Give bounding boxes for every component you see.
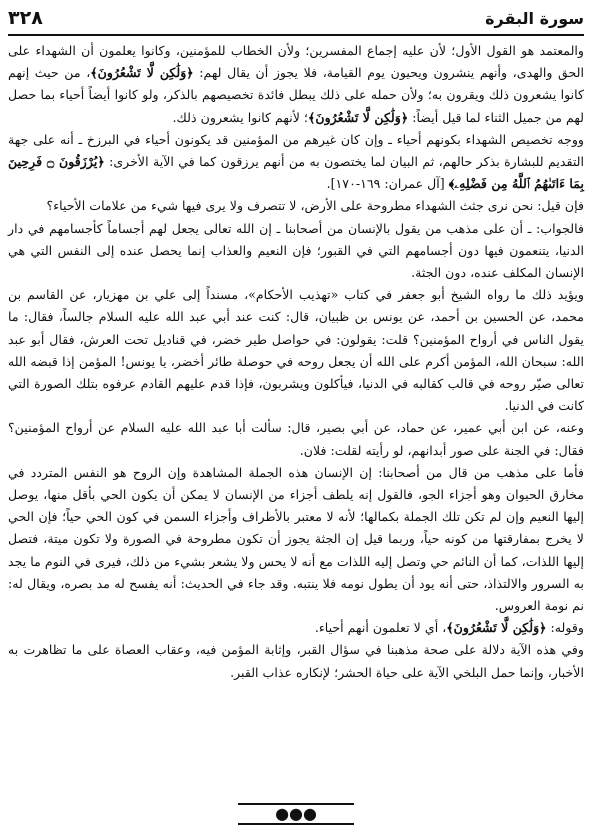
page-number: ٣٢٨ [8,7,43,29]
text-segment: وقوله: [546,620,584,636]
quran-quote: ﴿يُرْزَقُونَ ۝ فَرِحِينَ بِمَا ءَاتَىٰهُمُ ٱللَّهُ مِن فَضْلِهِۦ﴾ [8,154,584,192]
surah-title: سورة البقرة [485,8,584,28]
paragraph [8,40,584,129]
quran-quote: ﴿وَلَٰكِن لَّا تَشْعُرُونَ﴾ [90,65,194,81]
paragraph [8,639,584,683]
paragraph [8,195,584,217]
quran-quote: ﴿وَلَٰكِن لَّا تَشْعُرُونَ﴾ [307,109,409,125]
paragraph [8,417,584,461]
header-rule [8,34,584,36]
text-segment: فإن قيل: نحن نرى جثث الشهداء مطروحة على الأرض، لا تتصرف ولا يرى فيها شيء من علامات الأحياء؟ [46,198,584,214]
text-segment: وعنه، عن ابن أبي عمير، عن حماد، عن أبي بصير، قال: سألت أبا عبد الله عليه السلام عن أرواح المؤمنين؟ فقال: في الجنة على صور أبدانهم، لو رأيته لقلت: فلان. [8,420,584,458]
text-segment: [آل عمران: ١٦٩-١٧٠]. [326,176,449,192]
text-segment: والمعتمد هو القول الأول؛ لأن عليه إجماع المفسرين؛ ولأن الخطاب للمؤمنين، وكانوا يعلمون أن الشهداء على الحق والهدى، وأنهم ينشرون ويحيون يوم القيامة، فلا يجوز أن يقال لهم: [8,43,584,81]
paragraph [8,462,584,617]
text-segment: ووجه تخصيص الشهداء بكونهم أحياء ـ وإن كان غيرهم من المؤمنين قد يكونون أحياء في البرزخ ـ أنه على جهة التقديم للبشارة بذكر حالهم، ثم البيان لما يختصون به من أنهم يرزقون كما في الآية الأخرى: [8,131,584,170]
text-segment: فالجواب: ـ أن على مذهب من يقول بالإنسان من أصحابنا ـ إن الله تعالى يجعل لهم أجساماً كأجسامهم في دار الدنيا، يتنعمون فيها دون أجسامهم التي في القبور؛ فإن النعيم والعذاب إنما يحصل عنده إلى النفس التي هي الإنسان المكلف عنده، دون الجثة. [8,220,584,281]
ornament-bar [238,803,354,825]
end-ornament: ●●● [275,804,317,823]
paragraph [8,284,584,417]
quran-quote: ﴿وَلَٰكِن لَّا تَشْعُرُونَ﴾ [446,620,547,636]
paragraph [8,617,584,639]
page-body [8,40,584,684]
text-segment: ، أي لا تعلمون أنهم أحياء. [314,620,447,636]
page-footer [0,804,592,824]
text-segment: فأما على مذهب من قال من أصحابنا: إن الإنسان هذه الجملة المشاهدة وإن الروح هو النفس المتردد في مخارق الحيوان وهو أجزاء الجو، فالقول إنه يلطف أجزاء من الإنسان لا يمكن أن يكون الحي بأقل منها، يوصل إليها النعيم وإن لم تكن تلك الجملة بكمالها؛ لأنه لا معتبر بالأطراف وأجزاء السمن في كون الحي حياً؛ فإن الحي لا يخرج بمفارقتها من كونه حياً، وربما قيل إن الجثة يجوز أن تكون مطروحة في الصورة ولا تكون ميتة، فتصل إليها اللذات، كما أن النائم حي وتصل إليه اللذات مع أنه لا يحس ولا يشعر بشيء من ذلك، فيرى في النوم ما يجد به السرور والالتذاذ، حتى أنه يود أن يطول نومه فلا ينتبه. وقد جاء في الحديث: أنه يفسح له مد بصره، ويقال له: نم نومة العروس. [8,464,584,614]
text-segment: ؛ لأنهم كانوا يشعرون ذلك. [172,109,308,125]
page-header [8,4,584,32]
paragraph [8,218,584,285]
paragraph [8,129,584,196]
text-segment: ، من حيث إنهم كانوا يشعرون ذلك ويقرون به؛ ولأن حمله على ذلك يبطل فائدة تخصيصهم بالذكر، ولو كانوا أيضاً أحياء بما حصل لهم من جميل الثناء لما قيل أيضاً: [8,65,584,125]
text-segment: وفي هذه الآية دلالة على صحة مذهبنا في سؤال القبر، وإثابة المؤمن فيه، وعقاب العصاة على ما تظاهرت به الأخبار، وإنما حمل البلخي الآية على حياة الحشر؛ لإنكاره عذاب القبر. [8,642,584,680]
text-segment: ويؤيد ذلك ما رواه الشيخ أبو جعفر في كتاب «تهذيب الأحكام»، مسنداً إلى علي بن مهزيار، عن القاسم بن محمد، عن الحسين بن أحمد، عن يونس بن ظبيان، قال: كنت عند أبي عبد الله عليه السلام جالساً، فقال: ما يقول الناس في أرواح المؤمنين؟ قلت: يقولون: في حواصل طير خضر، في قناديل تحت العرش، فقال أبو عبد الله: سبحان الله، المؤمن أكرم على الله أن يجعل روحه في حوصلة طائر أخضر، يا يونس! المؤمن إذا قبضه الله تعالى صيّر روحه في قالب كقالبه في الدنيا، فيأكلون ويشربون، فإذا قدم عليهم القادم عرفوه بتلك الصورة التي كانت في الدنيا. [8,287,584,414]
